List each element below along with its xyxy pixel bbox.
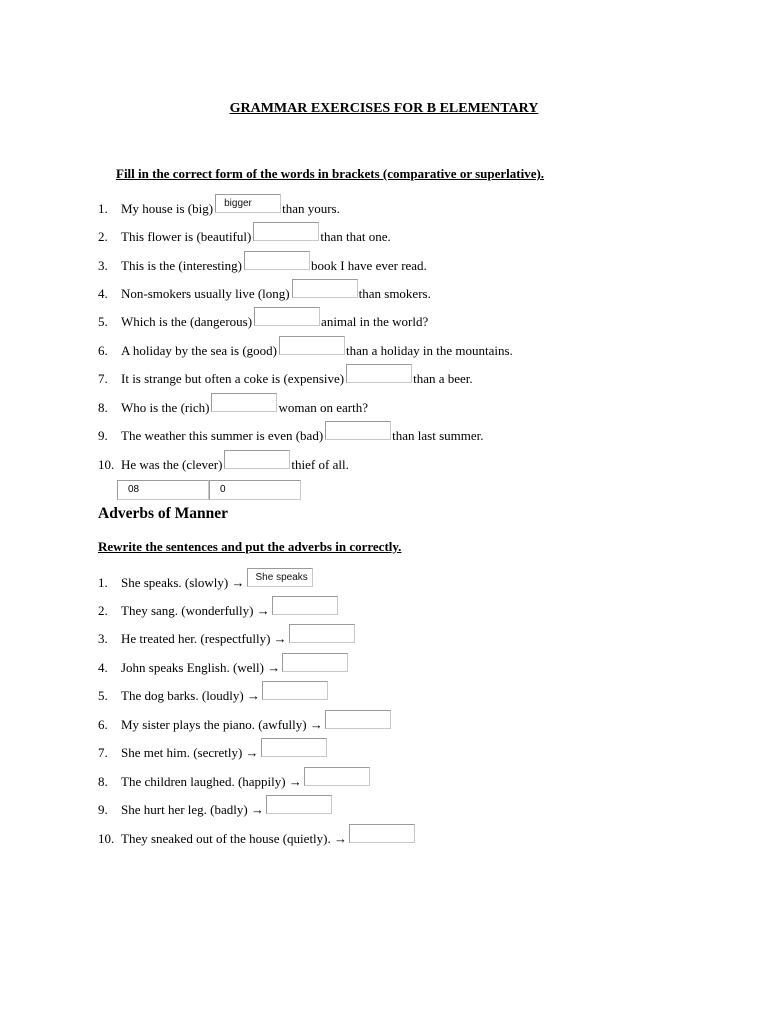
item-number: 9. [98,428,108,443]
answer-field[interactable] [289,624,355,643]
answer-field[interactable] [292,279,358,298]
answer-field[interactable] [244,251,310,270]
page-title: GRAMMAR EXERCISES FOR B ELEMENTARY [229,101,539,116]
exercise1-line [98,453,349,473]
exercise1-line [98,339,513,359]
item-number: 6. [98,717,108,732]
exercise2-line [98,599,339,619]
item-prompt: A holiday by the sea is (good) [121,343,277,358]
item-number: 1. [98,201,108,216]
item-number: 10. [98,831,115,846]
item-prompt: John speaks English. (well) → [121,660,281,675]
section1-instruction: Fill in the correct form of the words in brackets (comparative or superlative). [116,166,545,181]
item-suffix: than yours. [282,201,340,216]
item-prompt: My house is (big) [121,201,214,216]
item-number: 2. [98,229,108,244]
exercise2-line [98,684,329,704]
item-number: 5. [98,314,108,329]
item-prompt: It is strange but often a coke is (expensive) [121,371,345,386]
answer-field[interactable] [224,450,290,469]
item-suffix: woman on earth? [278,400,368,415]
item-prompt: The children laughed. (happily) → [121,774,302,789]
item-number: 5. [98,688,108,703]
item-number: 8. [98,400,108,415]
total-field[interactable]: 0 [209,480,301,500]
answer-field[interactable] [272,596,338,615]
answer-field[interactable]: bigger [215,194,281,213]
item-number: 4. [98,660,108,675]
item-prompt: They sang. (wonderfully) → [121,603,270,618]
item-number: 7. [98,745,108,760]
exercise2-line [98,656,349,676]
score-field[interactable]: 08 [117,480,209,500]
item-number: 1. [98,575,108,590]
item-number: 6. [98,343,108,358]
answer-field[interactable] [325,710,391,729]
item-suffix: animal in the world? [321,314,429,329]
item-prompt: This is the (interesting) [121,258,242,273]
exercise1-line [98,197,340,217]
answer-field[interactable] [266,795,332,814]
item-number: 4. [98,286,108,301]
item-prompt: She speaks. (slowly) → [121,575,245,590]
item-prompt: Non-smokers usually live (long) [121,286,290,301]
item-prompt: My sister plays the piano. (awfully) → [121,717,323,732]
item-suffix: than that one. [320,229,391,244]
answer-field[interactable] [211,393,277,412]
section-heading: Adverbs of Manner [98,505,229,522]
exercise1-line [98,396,368,416]
answer-field[interactable] [253,222,319,241]
answer-field[interactable] [279,336,345,355]
item-suffix: than a beer. [413,371,473,386]
item-prompt: The dog barks. (loudly) → [121,688,261,703]
answer-field[interactable] [325,421,391,440]
exercise2-line [98,770,371,790]
item-prompt: She hurt her leg. (badly) → [121,802,264,817]
item-number: 2. [98,603,108,618]
exercise1-line [98,225,391,245]
exercise2-line [98,713,392,733]
item-prompt: He was the (clever) [121,457,223,472]
item-number: 10. [98,457,115,472]
item-suffix: than smokers. [358,286,431,301]
exercise1-line [98,367,473,387]
exercise2-line [98,571,314,591]
item-prompt: The weather this summer is even (bad) [121,428,324,443]
exercise1-line [98,310,428,330]
item-prompt: They sneaked out of the house (quietly). → [121,831,347,846]
exercise1-line [98,282,431,302]
answer-field[interactable] [349,824,415,843]
answer-field[interactable] [304,767,370,786]
exercise1-line [98,254,427,274]
answer-field[interactable] [282,653,348,672]
item-prompt: She met him. (secretly) → [121,745,259,760]
answer-field[interactable] [346,364,412,383]
answer-field[interactable] [262,681,328,700]
item-number: 8. [98,774,108,789]
item-number: 3. [98,258,108,273]
item-number: 3. [98,631,108,646]
item-suffix: thief of all. [291,457,349,472]
item-suffix: than last summer. [392,428,484,443]
item-suffix: book I have ever read. [310,258,427,273]
section2-instruction: Rewrite the sentences and put the adverbs in correctly. [98,539,402,554]
item-number: 7. [98,371,108,386]
answer-field[interactable]: She speaks [247,568,313,587]
exercise1-line [98,424,484,444]
item-prompt: This flower is (beautiful) [121,229,252,244]
item-suffix: than a holiday in the mountains. [345,343,513,358]
item-number: 9. [98,802,108,817]
exercise2-line [98,741,328,761]
exercise2-line [98,627,356,647]
item-prompt: Which is the (dangerous) [121,314,253,329]
answer-field[interactable] [254,307,320,326]
answer-field[interactable] [261,738,327,757]
item-prompt: Who is the (rich) [121,400,210,415]
item-prompt: He treated her. (respectfully) → [121,631,287,646]
exercise2-line [98,827,416,847]
exercise2-line [98,798,333,818]
